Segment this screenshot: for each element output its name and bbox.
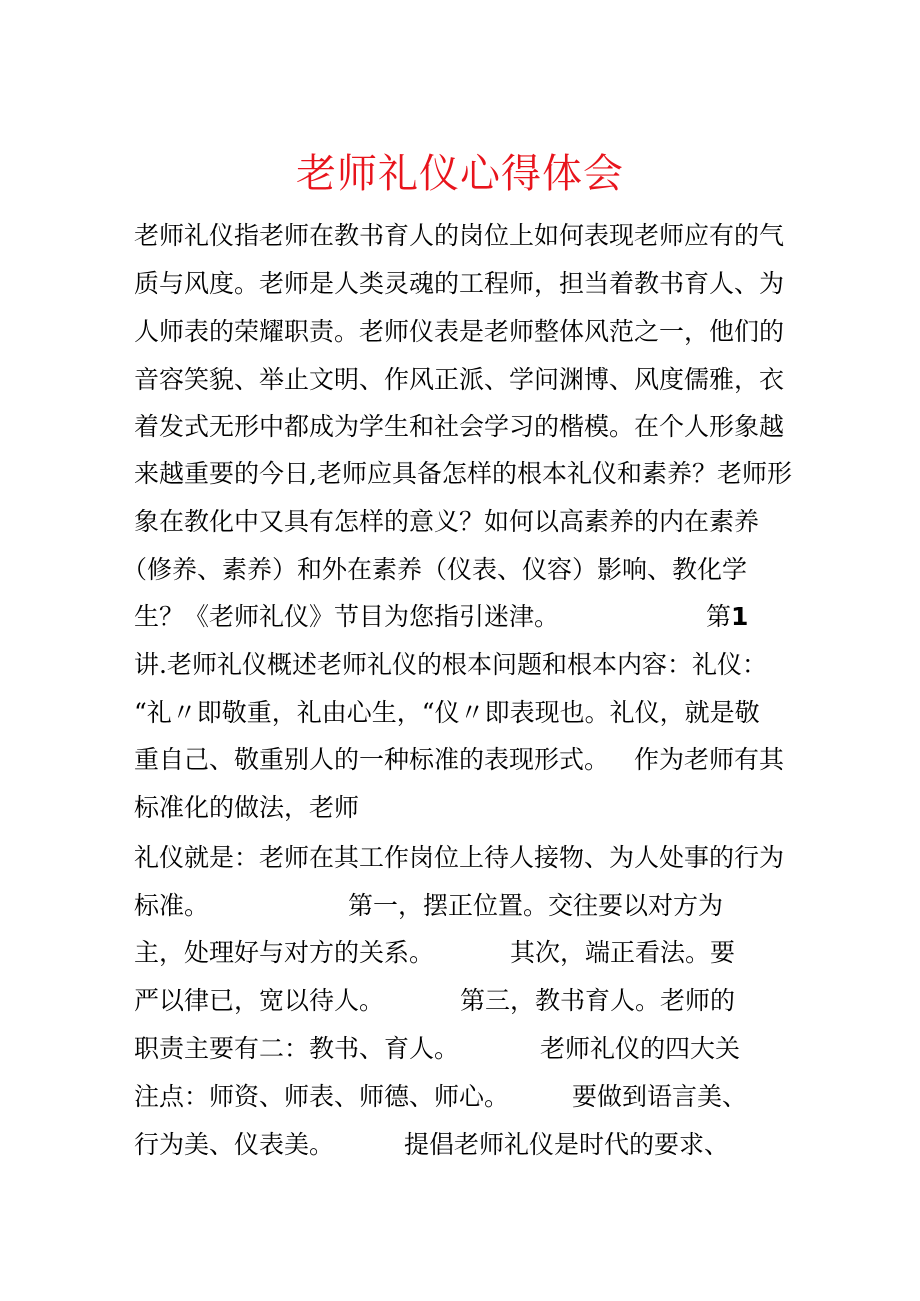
body-line-19: 注点：师资、师表、师德、师心。: [134, 1082, 510, 1111]
body-line-7: 象在教化中又具有怎样的意义？如何以高素养的内在素养: [134, 507, 760, 536]
four-concerns-fragment: 老师礼仪的四大关: [540, 1034, 741, 1063]
body-line-12: 重自己、敬重别人的一种标准的表现形式。: [134, 745, 610, 774]
body-line-10: 讲.老师礼仪概述老师礼仪的根本问题和根本内容：礼仪：: [134, 650, 767, 679]
body-line-9: 生？《老师礼仪》节目为您指引迷津。: [134, 602, 560, 631]
body-line-16: 主，处理好与对方的关系。: [134, 938, 435, 967]
beauty-fragment: 要做到语言美、: [572, 1082, 748, 1111]
advocate-fragment: 提倡老师礼仪是时代的要求、: [404, 1130, 730, 1159]
lesson-prefix: 第: [706, 602, 732, 631]
body-line-18: 职责主要有二：教书、育人。: [134, 1034, 460, 1063]
body-line-14: 礼仪就是：老师在其工作岗位上待人接物、为人处事的行为: [134, 843, 785, 872]
document-title: 老师礼仪心得体会: [296, 151, 624, 197]
body-line-20: 行为美、仪表美。: [134, 1130, 335, 1159]
second-point-fragment: 其次，端正看法。要: [510, 938, 736, 967]
body-line-1: 老师礼仪指老师在教书育人的岗位上如何表现老师应有的气: [134, 221, 785, 250]
third-point-fragment: 第三，教书育人。老师的: [460, 986, 736, 1015]
lesson-number: 1: [731, 602, 749, 631]
body-line-2: 质与风度。老师是人类灵魂的工程师，担当着教书育人、为: [134, 269, 785, 298]
body-line-4: 音容笑貌、举止文明、作风正派、学问渊博、风度儒雅，衣: [134, 365, 785, 394]
body-line-17: 严以律已，宽以待人。: [134, 986, 385, 1015]
body-line-8: （修养、素养）和外在素养（仪表、仪容）影响、教化学: [122, 555, 748, 584]
teacher-practice-fragment: 作为老师有其: [634, 745, 785, 774]
body-line-5: 着发式无形中都成为学生和社会学习的楷模。在个人形象越: [134, 412, 785, 441]
body-line-15: 标准。: [134, 891, 210, 920]
body-line-11: “礼〃即敬重，礼由心生，“仪〃即表现也。礼仪，就是敬: [134, 698, 760, 727]
body-line-3: 人师表的荣耀职责。老师仪表是老师整体风范之一，他们的: [134, 317, 785, 346]
body-line-6: 来越重要的今日,老师应具备怎样的根本礼仪和素养？老师形: [134, 459, 792, 488]
first-point-fragment: 第一，摆正位置。交往要以对方为: [348, 891, 724, 920]
lesson-heading: [706, 597, 748, 637]
body-line-13: 标准化的做法，老师: [134, 793, 360, 822]
